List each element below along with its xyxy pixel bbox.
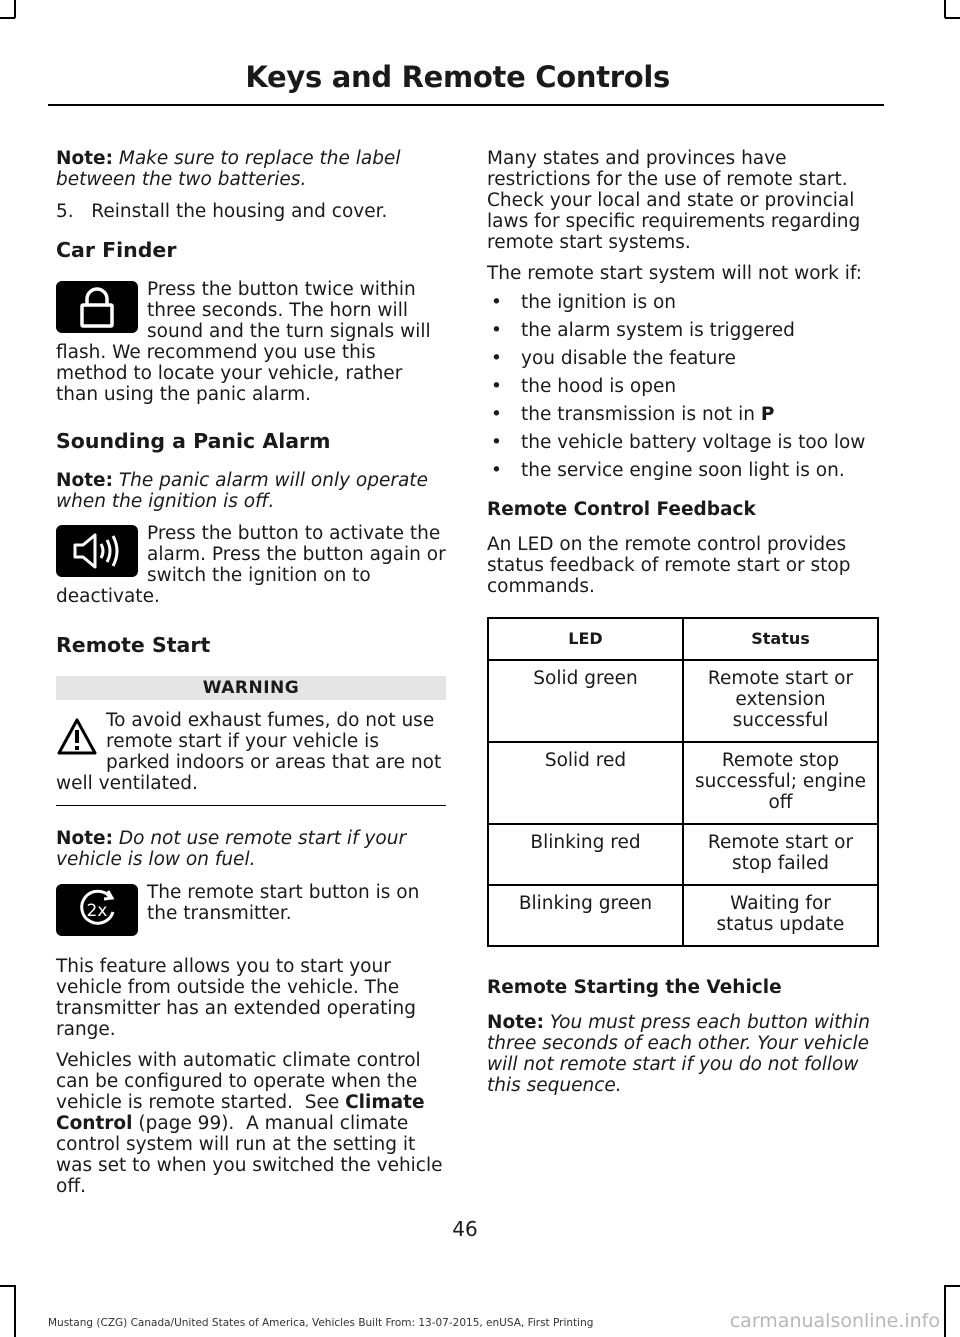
remote-start-button-section <box>56 882 446 940</box>
table-cell: Remote start or extension successful <box>683 660 878 742</box>
list-item <box>487 320 879 341</box>
table-cell: Waiting for status update <box>683 885 878 946</box>
note-text: The panic alarm will only operate when the ignition is off. <box>56 470 428 512</box>
climate-text-pre: Vehicles with automatic climate control can be configured to operate when the vehicle is remote started. See <box>56 1050 421 1113</box>
right-column <box>487 148 879 1106</box>
list-item-text: you disable the feature <box>521 348 736 369</box>
list-item-text: the hood is open <box>521 376 677 397</box>
feedback-heading: Remote Control Feedback <box>487 499 756 520</box>
crop-mark <box>944 0 946 18</box>
feature-text: This feature allows you to start your vehicle from outside the vehicle. The transmitter has an extended operating range. <box>56 956 416 1040</box>
crop-mark <box>14 0 16 18</box>
header-divider <box>48 104 884 106</box>
crop-mark <box>0 17 15 19</box>
crop-mark <box>0 1285 15 1287</box>
horn-icon <box>56 525 138 577</box>
fuel-note <box>56 828 446 870</box>
table-row <box>488 824 878 885</box>
bullet: • <box>491 432 502 453</box>
bullet: • <box>491 320 502 341</box>
car-finder-text: Press the button twice within three seconds. The horn will sound and the turn signals will flash. We recommend you use this method to locate your vehicle, rather than using the panic alarm. <box>56 279 431 405</box>
note-label: Note: <box>56 470 113 491</box>
remote-starting-note <box>487 1012 879 1096</box>
remote-start-button-text: The remote start button is on the transmitter. <box>147 882 420 924</box>
watermark[interactable]: carmanualsonline.info <box>729 1310 940 1332</box>
list-item <box>487 460 879 481</box>
crop-mark <box>945 17 960 19</box>
climate-control-link[interactable]: Climate Control <box>56 1092 425 1134</box>
panic-note <box>56 470 446 512</box>
table-cell: Remote stop successful; engine off <box>683 742 878 824</box>
panic-alarm-heading: Sounding a Panic Alarm <box>56 429 331 453</box>
battery-label-note <box>56 148 446 190</box>
list-item <box>487 348 879 369</box>
table-cell: Blinking green <box>488 885 683 946</box>
table-cell: Solid green <box>488 660 683 742</box>
page-number: 46 <box>452 1217 478 1241</box>
panic-section <box>56 523 446 607</box>
crop-mark <box>945 1285 960 1287</box>
table-header: Status <box>683 618 878 660</box>
car-finder-section <box>56 279 446 405</box>
note-label: Note: <box>56 148 113 169</box>
feedback-text: An LED on the remote control provides status feedback of remote start or stop commands. <box>487 534 851 597</box>
note-text: Make sure to replace the label between the two batteries. <box>56 148 401 190</box>
svg-text:2x: 2x <box>86 901 108 921</box>
table-header: LED <box>488 618 683 660</box>
left-column <box>56 148 446 1207</box>
table-cell: Remote start or stop failed <box>683 824 878 885</box>
climate-text <box>56 1050 446 1197</box>
warning-body <box>56 710 446 806</box>
table-header-row <box>488 618 878 660</box>
lock-icon <box>56 281 138 333</box>
footer-text: Mustang (CZG) Canada/United States of America, Vehicles Built From: 13-07-2015, enUSA, First Printing <box>48 1317 594 1329</box>
list-item-text: the service engine soon light is on. <box>521 460 845 481</box>
table-cell: Solid red <box>488 742 683 824</box>
table-row <box>488 742 878 824</box>
table-row <box>488 660 878 742</box>
table-row <box>488 885 878 946</box>
remote-starting-heading: Remote Starting the Vehicle <box>487 977 782 998</box>
list-item <box>487 292 879 313</box>
climate-text-post: (page 99). A manual climate control system will run at the setting it was set to when you switched the vehicle off. <box>56 1113 443 1197</box>
warning-text: To avoid exhaust fumes, do not use remote start if your vehicle is parked indoors or areas that are not well ventilated. <box>56 710 442 794</box>
note-label: Note: <box>56 828 113 849</box>
warning-triangle-icon <box>56 716 98 758</box>
list-item <box>487 404 879 425</box>
list-item-text: the alarm system is triggered <box>521 320 795 341</box>
note-text: You must press each button within three seconds of each other. Your vehicle will not remote start if you do not follow this sequence. <box>487 1012 870 1096</box>
crop-mark <box>944 1285 946 1337</box>
note-text: Do not use remote start if your vehicle is low on fuel. <box>56 828 407 870</box>
bullet: • <box>491 292 502 313</box>
bullet: • <box>491 460 502 481</box>
conditions-list <box>487 292 879 481</box>
bullet: • <box>491 348 502 369</box>
list-item <box>487 432 879 453</box>
car-finder-heading: Car Finder <box>56 238 177 262</box>
bullet: • <box>491 404 502 425</box>
list-item-text: the vehicle battery voltage is too low <box>521 432 866 453</box>
warning-header: WARNING <box>56 676 446 700</box>
2x-remote-start-icon <box>56 884 138 936</box>
list-item-text: the ignition is on <box>521 292 677 313</box>
remote-start-heading: Remote Start <box>56 633 211 657</box>
list-item <box>487 376 879 397</box>
note-label: Note: <box>487 1012 544 1033</box>
page-title: Keys and Remote Controls <box>245 60 670 94</box>
list-item-text: the transmission is not in <box>521 404 761 425</box>
not-work-intro: The remote start system will not work if: <box>487 263 862 284</box>
gear-p: P <box>760 404 775 425</box>
step-5: 5. Reinstall the housing and cover. <box>56 201 388 222</box>
bullet: • <box>491 376 502 397</box>
restrictions-text: Many states and provinces have restrictions for the use of remote start. Check your local and state or provincial laws for specific requirements regarding remote start systems. <box>487 148 861 253</box>
table-cell: Blinking red <box>488 824 683 885</box>
feedback-table <box>487 617 879 947</box>
panic-text: Press the button to activate the alarm. Press the button again or switch the ignition on to deactivate. <box>56 523 446 607</box>
crop-mark <box>14 1285 16 1337</box>
